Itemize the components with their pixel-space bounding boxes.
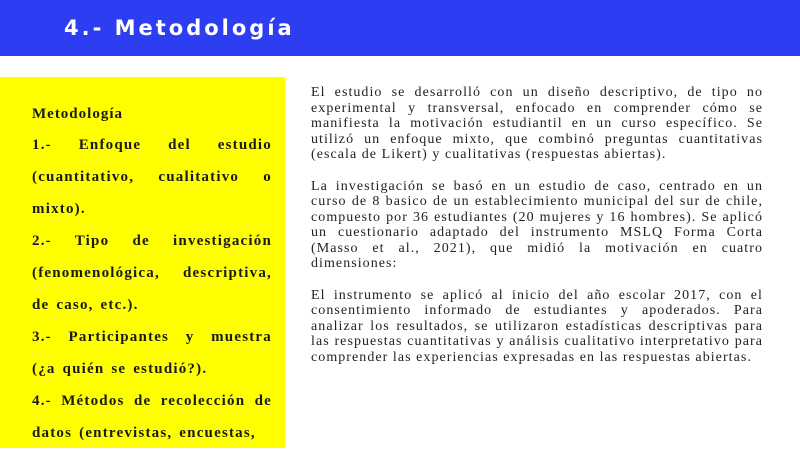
sidebar-heading: Metodología — [32, 106, 123, 122]
sidebar-list-item: 1.- Enfoque del estudio (cuantitativo, cualitativo o mixto). — [32, 137, 272, 217]
slide-title: 4.- Metodología — [64, 16, 295, 40]
main-paragraph: El instrumento se aplicó al inicio del año escolar 2017, con el consentimiento informado de estudiantes y apoderados. Para analizar los resultados, se utilizaron estadísticas descriptivas para las respuestas cuantitativas y análisis cualitativo interpretativo para comprender las experiencias expresadas en las respuestas abiertas. — [311, 287, 763, 365]
sidebar-list-item: 2.- Tipo de investigación (fenomenológica, descriptiva, de caso, etc.). — [32, 233, 272, 313]
sidebar-list-item: 3.- Participantes y muestra (¿a quién se estudió?). — [32, 329, 272, 377]
sidebar-list — [32, 129, 272, 449]
header-bar — [0, 0, 800, 56]
main-paragraph: La investigación se basó en un estudio de caso, centrado en un curso de 8 basico de un establecimiento municipal del sur de chile, compuesto por 36 estudiantes (20 mujeres y 16 hombres). Se aplicó un cuestionario adaptado del instrumento MSLQ Forma Corta (Masso et al., 2021), que midió la motivación en cuatro dimensiones: — [311, 178, 763, 271]
main-paragraph: El estudio se desarrolló con un diseño descriptivo, de tipo no experimental y transversal, enfocado en comprender cómo se manifiesta la motivación estudiantil en un curso específico. Se utilizó un enfoque mixto, que combinó preguntas cuantitativas (escala de Likert) y cualitativas (respuestas abiertas). — [311, 85, 763, 162]
main-text-block — [311, 85, 763, 381]
sidebar-list-item: 4.- Métodos de recolección de datos (entrevistas, encuestas, — [32, 393, 272, 441]
sidebar-panel — [0, 77, 285, 448]
sidebar-content — [32, 102, 272, 449]
